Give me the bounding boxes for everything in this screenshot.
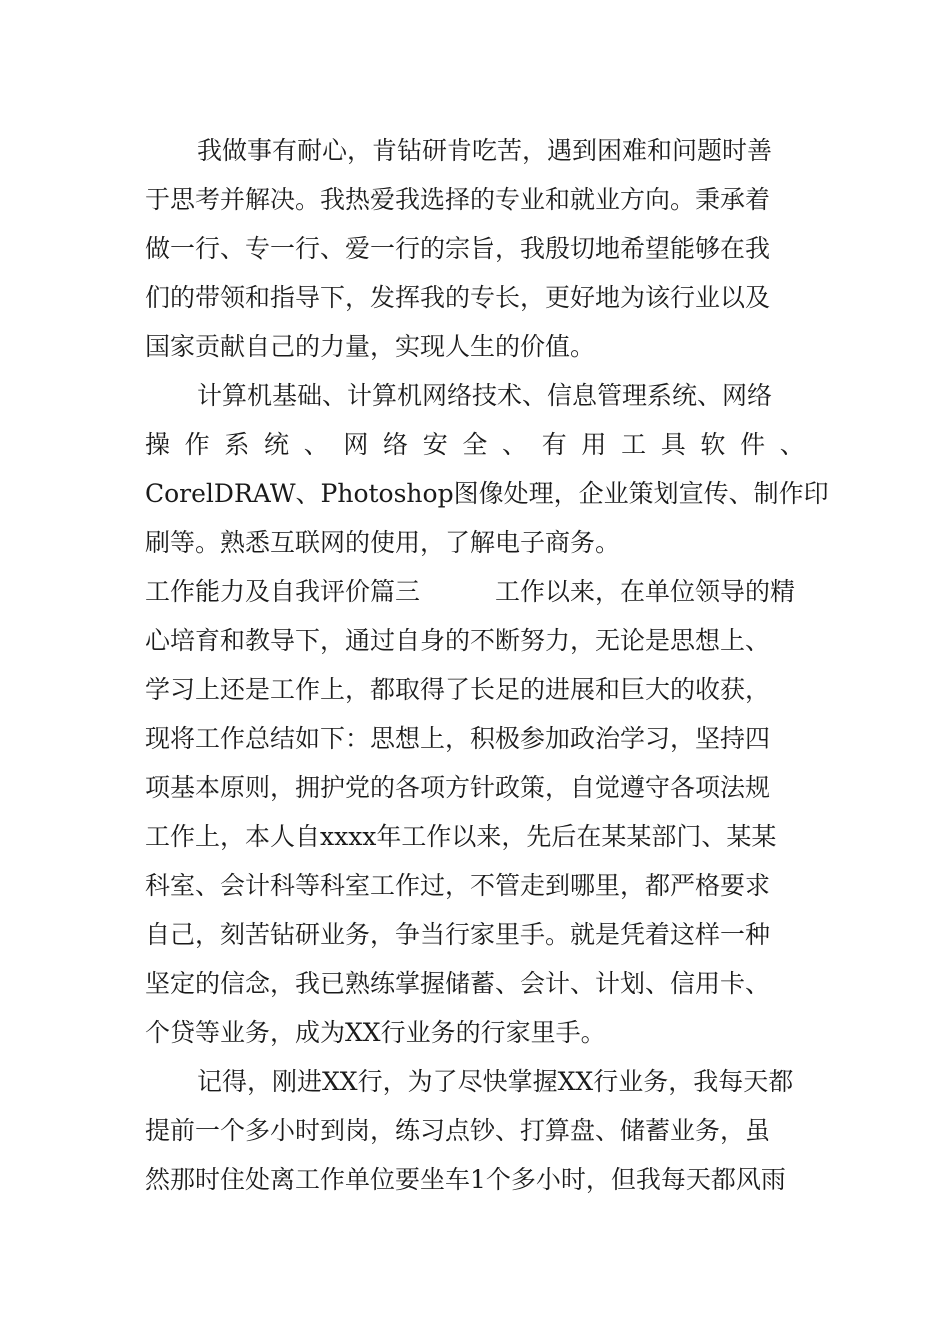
text-char: 、	[502, 430, 528, 459]
text-line: 做一行、专一行、爱一行的宗旨，我殷切地希望能够在我	[145, 234, 771, 263]
text-line: 国家贡献自己的力量，实现人生的价值。	[145, 332, 596, 361]
text-char: 有	[541, 430, 567, 459]
section-heading-line: 工作能力及自我评价篇三 工作以来，在单位领导的精	[145, 577, 796, 606]
text-char: 工	[621, 430, 647, 459]
text-line: 个贷等业务，成为XX行业务的行家里手。	[145, 1018, 606, 1047]
text-char: 件	[740, 430, 766, 459]
text-line: 自己，刻苦钻研业务，争当行家里手。就是凭着这样一种	[145, 920, 771, 949]
text-line: 心培育和教导下，通过自身的不断努力，无论是思想上、	[145, 626, 771, 655]
body-text	[145, 126, 829, 1204]
text-char: 统	[264, 430, 290, 459]
text-line: 学习上还是工作上，都取得了长足的进展和巨大的收获，	[145, 675, 771, 704]
text-line: 工作上，本人自xxxx年工作以来，先后在某某部门、某某	[145, 822, 777, 851]
text-line: 科室、会计科等科室工作过，不管走到哪里，都严格要求	[145, 871, 771, 900]
text-char: 作	[184, 430, 210, 459]
text-char: 操	[145, 430, 171, 459]
text-line: 我做事有耐心，肯钻研肯吃苦，遇到困难和问题时善	[197, 136, 773, 165]
text-char: 用	[581, 430, 607, 459]
text-char: 系	[224, 430, 250, 459]
text-char: 络	[383, 430, 409, 459]
text-char: 安	[422, 430, 448, 459]
text-line: 刷等。熟悉互联网的使用，了解电子商务。	[145, 528, 621, 557]
text-line: 项基本原则，拥护党的各项方针政策，自觉遵守各项法规	[145, 773, 771, 802]
text-char: 软	[700, 430, 726, 459]
text-line: 然那时住处离工作单位要坐车1个多小时，但我每天都风雨	[145, 1165, 786, 1194]
text-line: 提前一个多小时到岗，练习点钞、打算盘、储蓄业务，虽	[145, 1116, 771, 1145]
text-line: 现将工作总结如下：思想上，积极参加政治学习，坚持四	[145, 724, 771, 753]
text-line: CorelDRAW、Photoshop图像处理，企业策划宣传、制作印	[145, 479, 829, 508]
text-line-spread	[145, 420, 805, 469]
text-char: 网	[343, 430, 369, 459]
text-line: 记得，刚进XX行，为了尽快掌握XX行业务，我每天都	[197, 1067, 794, 1096]
text-line: 们的带领和指导下，发挥我的专长，更好地为该行业以及	[145, 283, 771, 312]
text-line: 计算机基础、计算机网络技术、信息管理系统、网络	[197, 381, 773, 410]
text-char: 、	[779, 430, 805, 459]
text-char: 全	[462, 430, 488, 459]
text-char: 具	[660, 430, 686, 459]
text-char: 、	[303, 430, 329, 459]
text-line: 坚定的信念，我已熟练掌握储蓄、会计、计划、信用卡、	[145, 969, 771, 998]
text-line: 于思考并解决。我热爱我选择的专业和就业方向。秉承着	[145, 185, 771, 214]
